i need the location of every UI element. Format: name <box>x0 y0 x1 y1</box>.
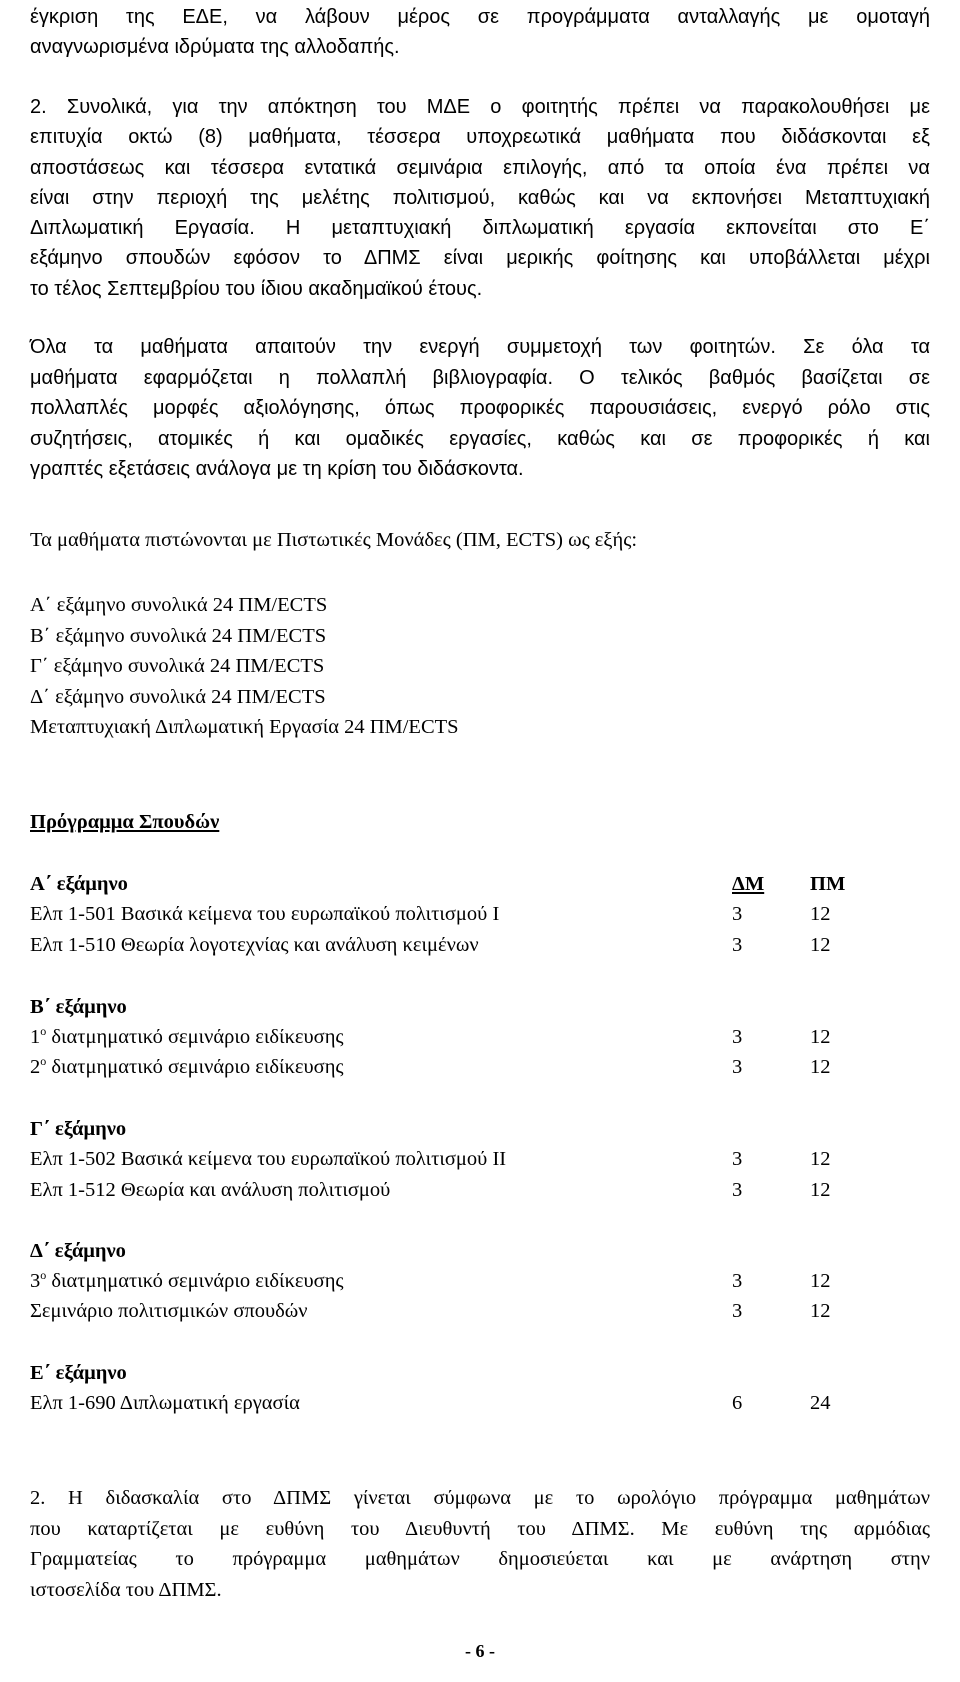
page-number: - 6 - <box>465 1641 495 1661</box>
semester-title: Γ΄ εξάμηνο <box>30 1118 127 1140</box>
course-dm: 3 <box>732 934 743 956</box>
credits-item: Β΄ εξάμηνο συνολικά 24 ΠΜ/ECTS <box>30 624 327 647</box>
course-dm: 3 <box>732 1056 743 1078</box>
paragraph-assessment <box>30 332 930 485</box>
course-dm: 3 <box>732 1179 743 1201</box>
program-title: Πρόγραμμα Σπουδών <box>30 811 220 833</box>
text-line: 2. Η διδασκαλία στο ΔΠΜΣ γίνεται σύμφωνα με το ωρολόγιο πρόγραμμα μαθημάτων <box>30 1487 930 1509</box>
course-name: Ελπ 1-502 Βασικά κείμενα του ευρωπαϊκού πολιτισμού ΙΙ <box>30 1148 507 1170</box>
text-line: επιτυχία οκτώ (8) μαθήματα, τέσσερα υποχρεωτικά μαθήματα που διδάσκονται εξ <box>30 126 930 149</box>
semester-heading <box>30 1118 850 1142</box>
course-row <box>30 1148 850 1172</box>
course-name: Ελπ 1-512 Θεωρία και ανάλυση πολιτισμού <box>30 1179 391 1201</box>
paragraph-teaching <box>30 1483 930 1605</box>
course-pm: 24 <box>810 1392 831 1414</box>
column-header-dm: ΔΜ <box>732 873 765 895</box>
course-pm: 12 <box>810 1270 831 1292</box>
semester-heading <box>30 996 850 1020</box>
course-name: $3^o$ διατμηματικό σεμινάριο ειδίκευσης <box>30 1268 344 1292</box>
course-row <box>30 1026 850 1050</box>
text-line: γραπτές εξετάσεις ανάλογα με τη κρίση του διδάσκοντα. <box>30 458 524 480</box>
text-line: Γραμματείας το πρόγραμμα μαθημάτων δημοσιεύεται και με ανάρτηση στην <box>30 1548 930 1570</box>
course-pm: 12 <box>810 934 831 956</box>
credits-item: Α΄ εξάμηνο συνολικά 24 ΠΜ/ECTS <box>30 594 328 616</box>
course-pm: 12 <box>810 1056 831 1078</box>
text-line: αποστάσεως και τέσσερα εντατικά σεμινάρια επιλογής, από τα οποία ένα πρέπει να <box>30 156 930 179</box>
course-row <box>30 1392 850 1416</box>
course-dm: 3 <box>732 903 743 925</box>
text-line: Όλα τα μαθήματα απαιτούν την ενεργή συμμετοχή των φοιτητών. Σε όλα τα <box>30 336 930 358</box>
credits-item: Μεταπτυχιακή Διπλωματική Εργασία 24 ΠΜ/ECTS <box>30 716 459 738</box>
text-line: το τέλος Σεπτεμβρίου του ίδιου ακαδημαϊκού έτους. <box>30 277 483 300</box>
semester-title: Α΄ εξάμηνο <box>30 873 128 895</box>
credits-item: Δ΄ εξάμηνο συνολικά 24 ΠΜ/ECTS <box>30 685 326 708</box>
text-line: είναι στην περιοχή της μελέτης πολιτισμού, καθώς και να εκπονήσει Μεταπτυχιακή <box>30 186 930 209</box>
column-header-pm: ΠΜ <box>810 873 846 895</box>
semester-title: Δ΄ εξάμηνο <box>30 1240 126 1262</box>
course-name: Ελπ 1-501 Βασικά κείμενα του ευρωπαϊκού πολιτισμού Ι <box>30 903 500 925</box>
text-line: συζητήσεις, ατομικές ή και ομαδικές εργασίες, καθώς και σε προφορικές ή και <box>30 427 930 450</box>
course-dm: 3 <box>732 1270 743 1292</box>
text-line: έγκριση της ΕΔΕ, να λάβουν μέρος σε προγράμματα ανταλλαγής με ομοταγή <box>30 6 930 28</box>
course-pm: 12 <box>810 1300 831 1322</box>
course-row <box>30 903 850 927</box>
course-row <box>30 1270 850 1294</box>
semester-title: Β΄ εξάμηνο <box>30 996 127 1018</box>
course-name: Σεμινάριο πολιτισμικών σπουδών <box>30 1300 308 1322</box>
table-header <box>30 873 850 897</box>
course-row <box>30 1300 850 1324</box>
course-name: $2^o$ διατμηματικό σεμινάριο ειδίκευσης <box>30 1054 344 1078</box>
semester-heading <box>30 1240 850 1264</box>
course-dm: 3 <box>732 1148 743 1170</box>
paragraph-requirements <box>30 92 930 304</box>
credits-intro: Τα μαθήματα πιστώνονται με Πιστωτικές Μονάδες (ΠΜ, ECTS) ως εξής: <box>30 529 638 551</box>
text-line: εξάμηνο σπουδών εφόσον το ΔΠΜΣ είναι μερικής φοίτησης και υποβάλλεται μέχρι <box>30 247 930 270</box>
text-line: αναγνωρισμένα ιδρύματα της αλλοδαπής. <box>30 36 400 58</box>
credits-list <box>30 590 459 743</box>
text-line: πολλαπλές μορφές αξιολόγησης, όπως προφορικές παρουσιάσεις, ενεργό ρόλο στις <box>30 397 930 419</box>
text-line: μαθήματα εφαρμόζεται η πολλαπλή βιβλιογραφία. Ο τελικός βαθμός βασίζεται σε <box>30 366 930 389</box>
course-pm: 12 <box>810 903 831 925</box>
semester-heading <box>30 1362 850 1386</box>
course-name: $1^o$ διατμηματικό σεμινάριο ειδίκευσης <box>30 1024 344 1048</box>
course-pm: 12 <box>810 1148 831 1170</box>
course-row <box>30 1179 850 1203</box>
text-line: 2. Συνολικά, για την απόκτηση του ΜΔΕ ο φοιτητής πρέπει να παρακολουθήσει με <box>30 96 930 118</box>
intro-paragraph <box>30 2 930 62</box>
course-name: Ελπ 1-690 Διπλωματική εργασία <box>30 1392 300 1414</box>
course-dm: 6 <box>732 1392 743 1414</box>
credits-item: Γ΄ εξάμηνο συνολικά 24 ΠΜ/ECTS <box>30 655 325 677</box>
course-pm: 12 <box>810 1026 831 1048</box>
course-dm: 3 <box>732 1300 743 1322</box>
text-line: Διπλωματική Εργασία. Η μεταπτυχιακή διπλωματική εργασία εκπονείται στο Ε΄ <box>30 217 930 240</box>
course-row <box>30 934 850 958</box>
course-row <box>30 1056 850 1080</box>
text-line: που καταρτίζεται με ευθύνη του Διευθυντή του ΔΠΜΣ. Με ευθύνη της αρμόδιας <box>30 1517 930 1540</box>
course-dm: 3 <box>732 1026 743 1048</box>
semester-title: Ε΄ εξάμηνο <box>30 1362 127 1384</box>
text-line: ιστοσελίδα του ΔΠΜΣ. <box>30 1578 222 1601</box>
course-pm: 12 <box>810 1179 831 1201</box>
course-name: Ελπ 1-510 Θεωρία λογοτεχνίας και ανάλυση κειμένων <box>30 934 479 956</box>
